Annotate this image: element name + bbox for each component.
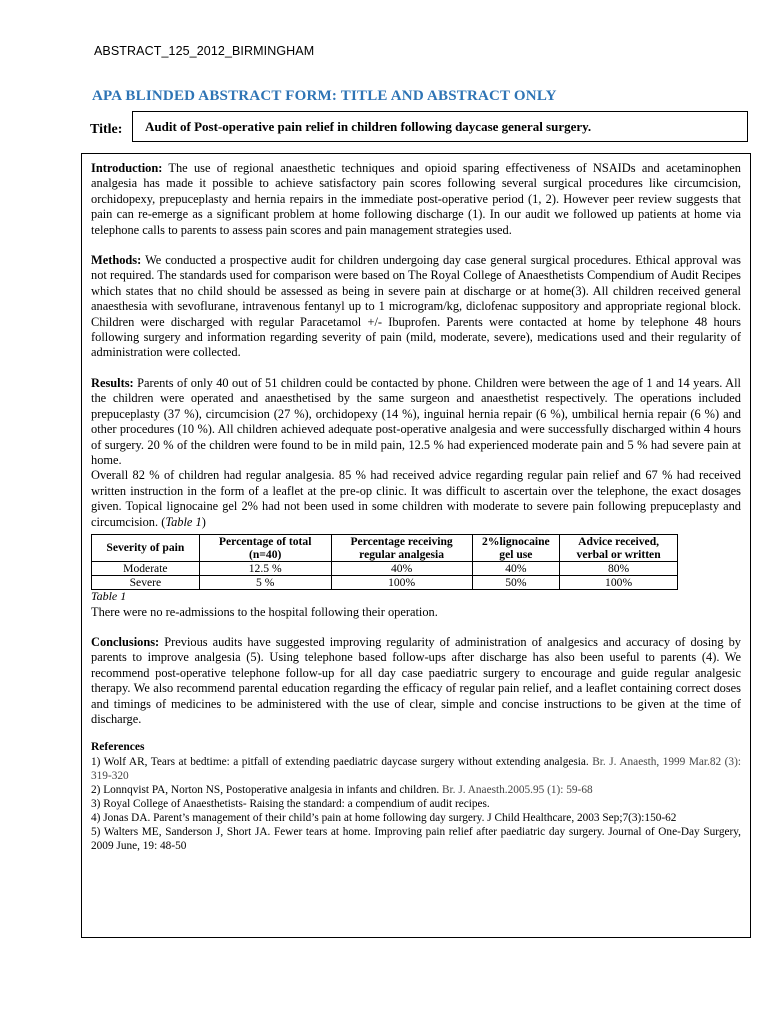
results-label: Results: [91,375,134,390]
conclusions-section [91,635,741,727]
results-section [91,376,741,530]
table-cell: 40% [331,561,472,575]
results-paragraph-2 [91,468,741,530]
results-table [91,534,678,590]
results-paragraph-1 [91,376,741,468]
table-reference: Table 1 [165,514,202,529]
results-text-2: Overall 82 % of children had regular analgesia. 85 % had received advice regarding regular pain relief and 67 % had received written instruction in the form of a leaflet at the pre-op clinic. It was difficult to ascertain over the telephone, the exact dosages given. Topical lignocaine gel 2% had not been used in some children with moderate to severe pain following prepuceplasty and circumcision. ( [91,468,741,529]
abstract-body [81,153,751,938]
reference-item: 2) Lonnqvist PA, Norton NS, Postoperative analgesia in infants and children. Br. J. Anaesth.2005.95 (1): 59-68 [91,784,593,797]
table-cell: 80% [560,561,678,575]
readmission-note: There were no re-admissions to the hospital following their operation. [91,604,438,619]
table-cell: 12.5 % [199,561,331,575]
table-header-cell: Percentage receiving regular analgesia [331,534,472,561]
results-text-2-end: ) [201,514,206,529]
introduction-text: The use of regional anaesthetic techniques and opioid sparing effectiveness of NSAIDs and acetaminophen analgesia has made it possible to achieve satisfactory pain scores following several surgical procedures like circumcision, orchidopexy, prepuceplasty and hernia repairs in the immediate post-operative period (1, 2). However peer review suggests that pain can re-emerge as a significant problem at home following discharge (1). In our audit we followed up patients at home via telephone calls to parents to assess pain scores and pain management strategies used. [91,161,741,237]
references-heading: References [91,741,145,754]
table-cell: Severe [92,575,200,589]
introduction-label: Introduction: [91,161,163,175]
conclusions-text: Previous audits have suggested improving regularity of administration of analgesics and accuracy of dosing by parents to improve analgesia (5). Using telephone based follow-ups after discharge has also been useful to parents (4). We recommend post-operative telephone follow-up for all day case paediatric surgery to encourage and guide regular analgesic therapy. We also recommend parental education regarding the efficacy of regular pain relief, and a leaflet containing correct doses and timings of medicines to be administered with the use of clear, simple and concise instructions to be given at the time of discharge. [91,634,741,726]
table-caption: Table 1 [91,588,127,603]
table-cell: 100% [331,575,472,589]
methods-section [91,253,741,361]
table-cell: 50% [472,575,560,589]
table-cell: 40% [472,561,560,575]
methods-label: Methods: [91,253,142,268]
table-header-row [92,534,678,561]
table-header-cell: Severity of pain [92,534,200,561]
table-cell: 5 % [199,575,331,589]
title-field [132,111,748,142]
reference-item: 4) Jonas DA. Parent’s management of their child’s pain at home following day surgery. J Child Healthcare, 2003 Sep;7(3):150-62 [91,812,677,825]
reference-item: 1) Wolf AR, Tears at bedtime: a pitfall of extending paediatric daycase surgery without extending analgesia. Br. J. Anaesth, 1999 Mar.82 (3): 319-320 [91,756,741,783]
table-cell: 100% [560,575,678,589]
table-header-cell: 2%lignocaine gel use [472,534,560,561]
results-text-1: Parents of only 40 out of 51 children could be contacted by phone. Children were between the age of 1 and 14 years. All the children were operated and anaesthetised by the same surgeon and anaesthetist respectively. The operations included prepuceplasty (37 %), circumcision (27 %), orchidopexy (14 %), inguinal hernia repair (6 %), umbilical hernia repair (6 %) and other procedures (10 %). All children achieved adequate post-operative analgesia and were successfully discharged within 4 hours of surgery. 20 % of the children were found to be in mild pain, 12.5 % had experienced moderate pain and 5 % had severe pain at home. [91,375,741,467]
form-heading: APA BLINDED ABSTRACT FORM: TITLE AND ABSTRACT ONLY [92,88,557,104]
references-section [91,740,741,853]
table-cell: Moderate [92,561,200,575]
reference-item: 3) Royal College of Anaesthetists- Raising the standard: a compendium of audit recipes. [91,798,490,811]
methods-text: We conducted a prospective audit for children undergoing day case general surgical procedures. Ethical approval was not required. The standards used for comparison were based on The Royal College of Anaesthetists Compendium of Audit Recipes which states that no child should be assessed as being in severe pain at discharge or at home(3). All children received general anaesthesia with sevoflurane, intravenous fentanyl up to 1 microgram/kg, diclofenac suppository and appropriate regional block. Children were discharged with regular Paracetamol +/- Ibuprofen. Parents were contacted at home by telephone 48 hours following surgery and information regarding severity of pain (mild, moderate, severe), medications used and their regularity of administration were collected. [91,253,742,360]
title-label: Title: [90,122,123,137]
table-row [92,561,678,575]
conclusions-label: Conclusions: [91,634,160,649]
table-header-cell: Percentage of total (n=40) [199,534,331,561]
introduction-section [91,161,741,238]
reference-item: 5) Walters ME, Sanderson J, Short JA. Fewer tears at home. Improving pain relief after paediatric day surgery. Journal of One-Day Surgery, 2009 June, 19: 48-50 [91,826,741,853]
table-header-cell: Advice received, verbal or written [560,534,678,561]
document-id: ABSTRACT_125_2012_BIRMINGHAM [94,44,315,58]
table-row [92,575,678,589]
title-value: Audit of Post-operative pain relief in children following daycase general surgery. [145,119,592,134]
